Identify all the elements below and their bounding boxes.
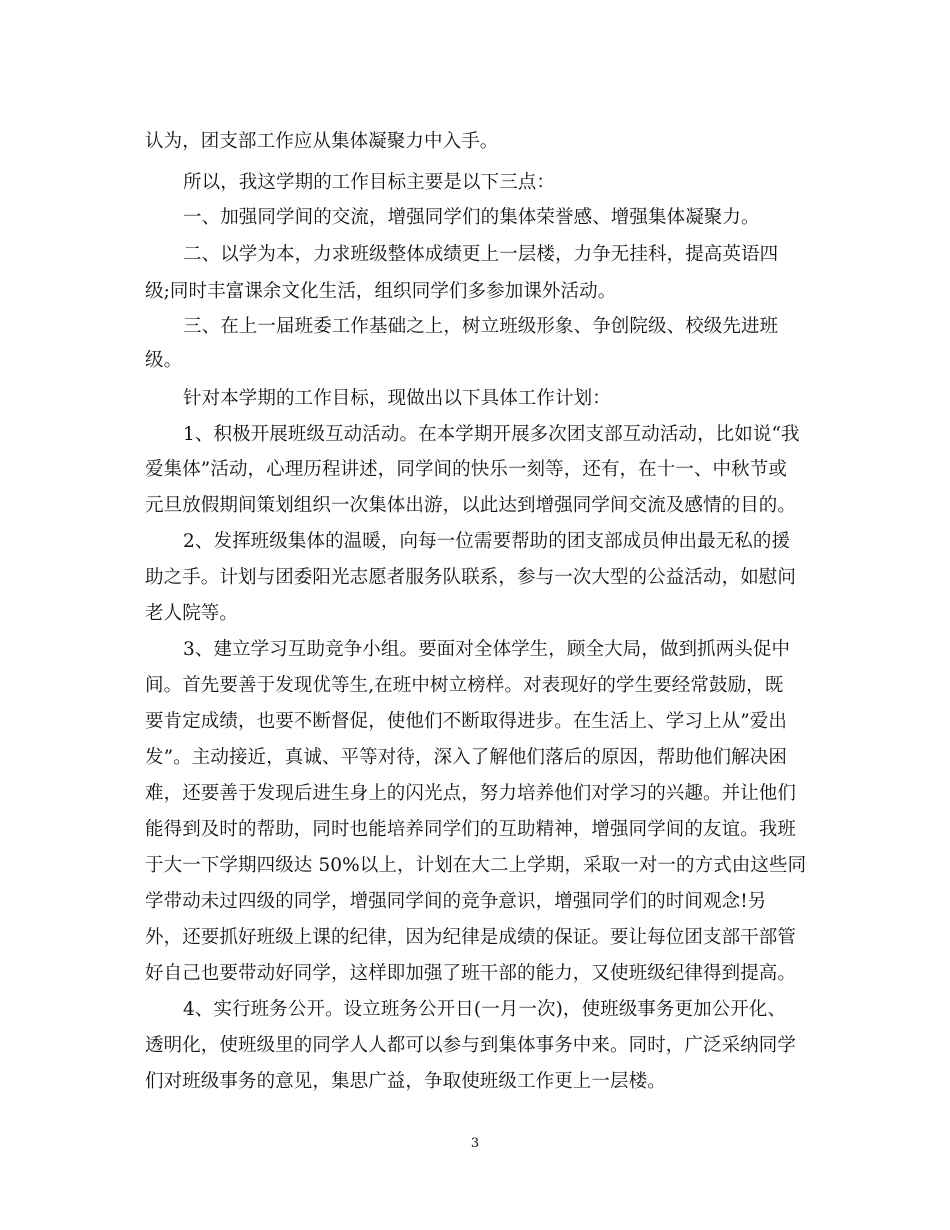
text-line: 要肯定成绩，也要不断督促，使他们不断取得进步。在生活上、学习上从”爱出 [145,711,787,732]
text-line: 们对班级事务的意见，集思广益，争取使班级工作更上一层楼。 [145,1071,666,1092]
text-line: 发”。主动接近，真诚、平等对待，深入了解他们落后的原因，帮助他们解决困 [145,747,787,768]
text-line: 1、积极开展班级互动活动。在本学期开展多次团支部互动活动，比如说“我 [183,424,800,445]
text-line: 元旦放假期间策划组织一次集体出游，以此达到增强同学间交流及感情的目的。 [145,495,797,516]
text-line: 认为，团支部工作应从集体凝聚力中入手。 [145,131,499,152]
text-line: 2、发挥班级集体的温暖，向每一位需要帮助的团支部成员伸出最无私的援 [183,531,791,552]
text-line: 能得到及时的帮助，同时也能培养同学们的互助精神，增强同学间的友谊。我班 [145,819,797,840]
text-line: 助之手。计划与团委阳光志愿者服务队联系，参与一次大型的公益活动，如慰问 [145,567,797,588]
text-line: 3、建立学习互助竞争小组。要面对全体学生，顾全大局，做到抓两头促中 [183,639,791,660]
text-line: 级;同时丰富课余文化生活，组织同学们多参加课外活动。 [145,281,617,302]
text-line: 三、在上一届班委工作基础之上，树立班级形象、争创院级、校级先进班 [183,316,779,337]
text-line: 爱集体”活动，心理历程讲述，同学间的快乐一刻等，还有，在十一、中秋节或 [145,459,787,480]
text-line: 好自己也要带动好同学，这样即加强了班干部的能力，又使班级纪律得到提高。 [145,963,797,984]
text-line: 间。首先要善于发现优等生,在班中树立榜样。对表现好的学生要经常鼓励，既 [145,675,784,696]
text-line: 级。 [145,350,183,371]
text-line: 外，还要抓好班级上课的纪律，因为纪律是成绩的保证。要让每位团支部干部管 [145,927,797,948]
text-line: 4、实行班务公开。设立班务公开日(一月一次)，使班级事务更加公开化、 [183,999,787,1020]
text-line: 针对本学期的工作目标，现做出以下具体工作计划： [183,388,611,409]
text-line: 透明化，使班级里的同学人人都可以参与到集体事务中来。同时，广泛采纳同学 [145,1035,797,1056]
text-line: 所以，我这学期的工作目标主要是以下三点： [183,172,556,193]
text-line: 难，还要善于发现后进生身上的闪光点，努力培养他们对学习的兴趣。并让他们 [145,783,797,804]
text-line: 二、以学为本，力求班级整体成绩更上一层楼，力争无挂科，提高英语四 [183,244,779,265]
text-line: 一、加强同学间的交流，增强同学们的集体荣誉感、增强集体凝聚力。 [183,207,760,228]
text-line: 于大一下学期四级达 50%以上，计划在大二上学期，采取一对一的方式由这些同 [145,855,807,876]
text-line: 老人院等。 [145,603,239,624]
page-number: 3 [470,1136,480,1151]
text-line: 学带动未过四级的同学，增强同学间的竞争意识，增强同学们的时间观念!另 [145,891,767,912]
